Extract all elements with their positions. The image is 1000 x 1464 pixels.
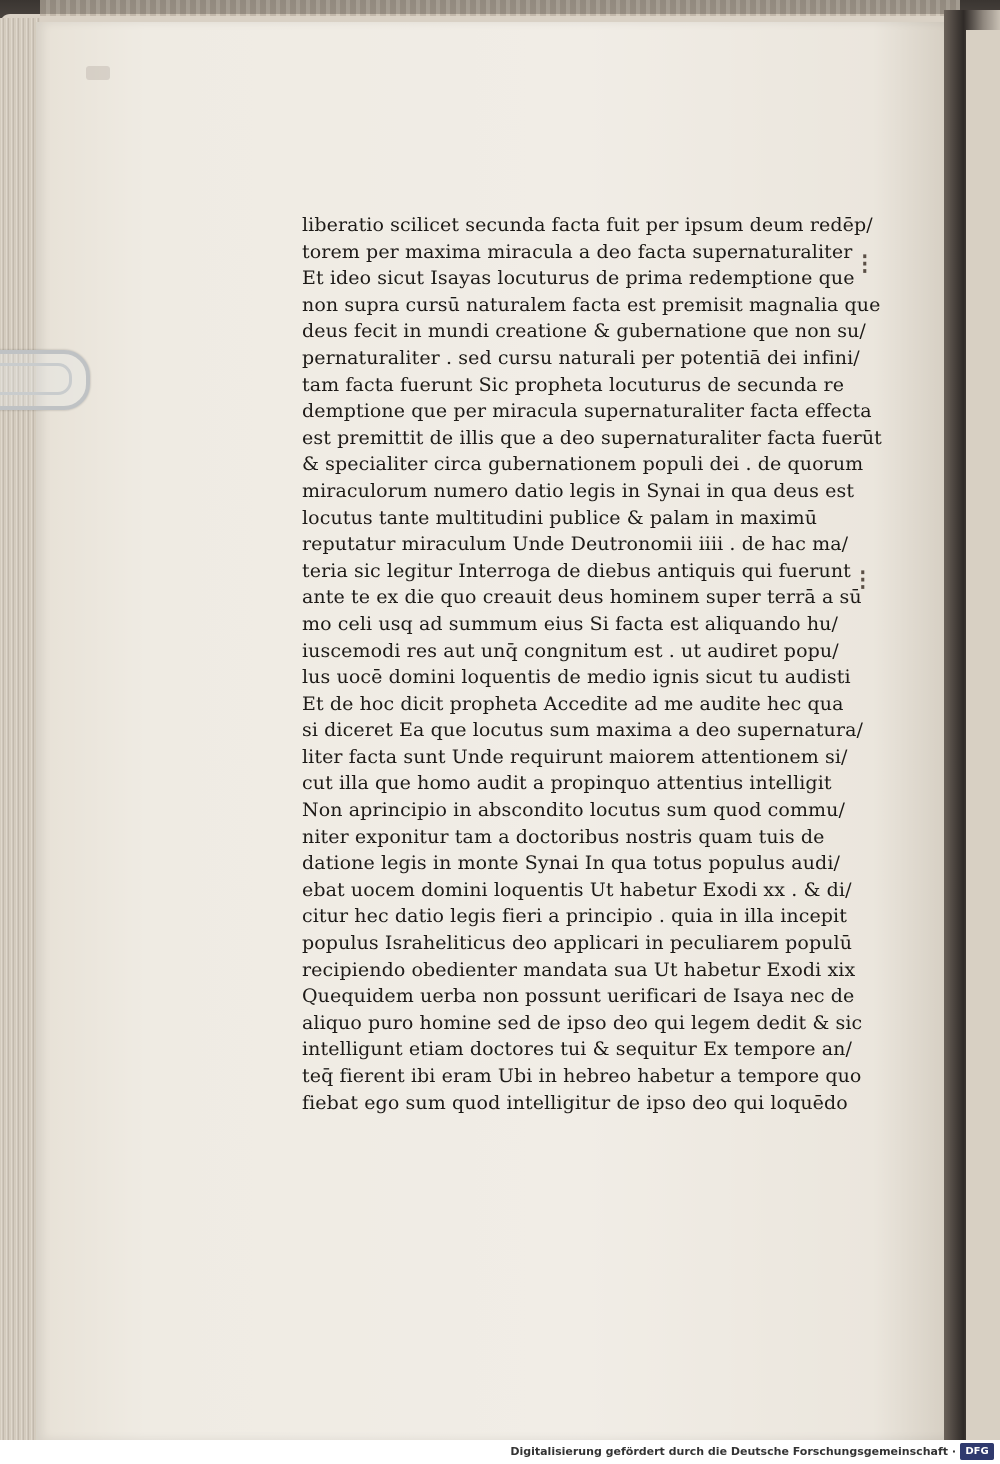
incunable-text-block	[302, 212, 882, 1116]
text-line: est premittit de illis que a deo supernaturaliter facta fuerūt	[302, 426, 882, 449]
text-line: pernaturaliter . sed cursu naturali per potentiā dei infini/	[302, 346, 860, 369]
text-line: fiebat ego sum quod intelligitur de ipso deo qui loquēdo	[302, 1091, 848, 1114]
text-line: demptione que per miracula supernaturaliter facta effecta	[302, 400, 872, 423]
text-line: cut illa que homo audit a propinquo attentius intelligit	[302, 772, 832, 795]
text-line: ante te ex die quo creauit deus hominem super terrā a sū	[302, 586, 862, 609]
footer-credit: Digitalisierung gefördert durch die Deutsche Forschungsgemeinschaft ·	[510, 1445, 956, 1458]
text-line: Et de hoc dicit propheta Accedite ad me audite hec qua	[302, 692, 844, 715]
text-line: iuscemodi res aut unq̄ congnitum est . ut audiret popu/	[302, 639, 839, 662]
text-line: tam facta fuerunt Sic propheta locuturus de secunda re	[302, 373, 845, 396]
text-line: Et ideo sicut Isayas locuturus de prima redemptione que	[302, 267, 855, 290]
facing-page-edge	[966, 30, 1000, 1440]
text-line: intelligunt etiam doctores tui & sequitur Ex tempore an/	[302, 1038, 852, 1061]
text-line: reputatur miraculum Unde Deutronomii iiii . de hac ma/	[302, 533, 849, 556]
text-line: citur hec datio legis fieri a principio . quia in illa incepit	[302, 905, 847, 928]
text-line: torem per maxima miracula a deo facta supernaturaliter	[302, 240, 853, 263]
text-line: liter facta sunt Unde requirunt maiorem attentionem si/	[302, 745, 848, 768]
text-line: lus uocē domini loquentis de medio ignis sicut tu audisti	[302, 666, 851, 689]
page-stain	[86, 66, 110, 80]
margin-bracket-mark: ⁝	[860, 247, 870, 282]
text-line: populus Israheliticus deo applicari in peculiarem populū	[302, 932, 853, 955]
text-line: miraculorum numero datio legis in Synai in qua deus est	[302, 479, 855, 502]
text-line: & specialiter circa gubernationem populi dei . de quorum	[302, 453, 864, 476]
text-line: si diceret Ea que locutus sum maxima a deo supernatura/	[302, 719, 864, 742]
text-line: locutus tante multitudini publice & palam in maximū	[302, 506, 818, 529]
text-line: Non aprincipio in abscondito locutus sum quod commu/	[302, 799, 846, 822]
text-line: aliquo puro homine sed de ipso deo qui legem dedit & sic	[302, 1011, 863, 1034]
text-line: niter exponitur tam a doctoribus nostris quam tuis de	[302, 825, 825, 848]
text-line: recipiendo obedienter mandata sua Ut habetur Exodi xix	[302, 958, 856, 981]
text-line: ebat uocem domini loquentis Ut habetur Exodi xx . & di/	[302, 878, 852, 901]
dfg-logo: DFG	[960, 1443, 994, 1460]
margin-bracket-mark: ⁝	[858, 563, 868, 598]
text-line: Quequidem uerba non possunt uerificari de Isaya nec de	[302, 985, 855, 1008]
footer-bar	[0, 1440, 1000, 1464]
text-line: teq̄ fierent ibi eram Ubi in hebreo habetur a tempore quo	[302, 1065, 862, 1087]
text-line: deus fecit in mundi creatione & gubernatione que non su/	[302, 320, 866, 343]
binding-top-edge	[40, 0, 960, 16]
text-line: liberatio scilicet secunda facta fuit per ipsum deum redēp/	[302, 214, 873, 236]
paperclip-inner-loop	[0, 363, 72, 395]
text-line: teria sic legitur Interroga de diebus antiquis qui fuerunt	[302, 559, 851, 582]
text-line: mo celi usq ad summum eius Si facta est aliquando hu/	[302, 612, 839, 635]
page-edges	[0, 18, 40, 1440]
text-line: non supra cursū naturalem facta est premisit magnalia que	[302, 293, 881, 316]
text-line: datione legis in monte Synai In qua totus populus audi/	[302, 852, 841, 875]
